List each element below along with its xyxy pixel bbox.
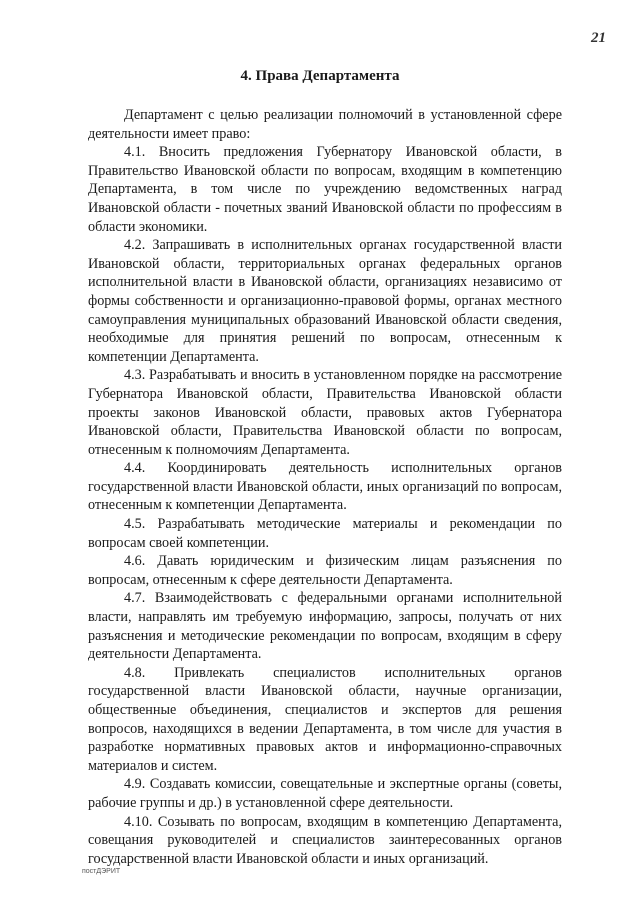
intro-paragraph: Департамент с целью реализации полномочий в установленной сфере деятельности имеет право: (88, 107, 562, 142)
paragraph-4-8: 4.8. Привлекать специалистов исполнительных органов государственной власти Ивановской области, научные организации, общественные объединения, специалистов и экспертов для решения вопросов, находящихся в ведении Департамента, в том числе для участия в разработке нормативных правовых актов и информационно-справочных материалов и систем. (88, 664, 562, 774)
document-body (88, 106, 562, 868)
section-heading: 4. Права Департамента (240, 68, 400, 84)
paragraph-4-9: 4.9. Создавать комиссии, совещательные и экспертные органы (советы, рабочие группы и др.) в установленной сфере деятельности. (88, 776, 562, 811)
paragraph-4-2: 4.2. Запрашивать в исполнительных органах государственной власти Ивановской области, территориальных органах федеральных органов исполнительной власти в Ивановской области, организациях независимо от формы собственности и организационно-правовой формы, органах местного самоуправления муниципальных образований Ивановской области сведения, необходимые для принятия решений по вопросам, отнесенным к компетенции Департамента. (88, 237, 562, 365)
paragraph-4-7: 4.7. Взаимодействовать с федеральными органами исполнительной власти, направлять им требуемую информацию, запросы, получать от них разъяснения и методические рекомендации по вопросам, входящим в сферу деятельности Департамента. (88, 590, 562, 663)
paragraph-4-6: 4.6. Давать юридическим и физическим лицам разъяснения по вопросам, отнесенным к сфере деятельности Департамента. (88, 553, 562, 588)
paragraph-4-10: 4.10. Созывать по вопросам, входящим в компетенцию Департамента, совещания руководителей и специалистов заинтересованных органов государственной власти Ивановской области и иных организаций. (88, 813, 562, 867)
paragraph-4-4: 4.4. Координировать деятельность исполнительных органов государственной власти Ивановской области, иных организаций по вопросам, отнесенным к компетенции Департамента. (88, 460, 562, 514)
paragraph-4-5: 4.5. Разрабатывать методические материалы и рекомендации по вопросам своей компетенции. (88, 516, 562, 551)
footer-code: постДЭРИТ (82, 868, 121, 875)
paragraph-4-3: 4.3. Разрабатывать и вносить в установленном порядке на рассмотрение Губернатора Ивановской области, Правительства Ивановской области проекты законов Ивановской области, правовых актов Губернатора Ивановской области, Правительства Ивановской области по вопросам, отнесенным к полномочиям Департамента. (88, 367, 562, 458)
paragraph-4-1: 4.1. Вносить предложения Губернатору Ивановской области, в Правительство Ивановской области по вопросам, входящим в компетенцию Департамента, в том числе по учреждению ведомственных наград Ивановской области - почетных званий Ивановской области по профессиям в области экономики. (88, 144, 562, 235)
page-number: 21 (591, 30, 606, 46)
